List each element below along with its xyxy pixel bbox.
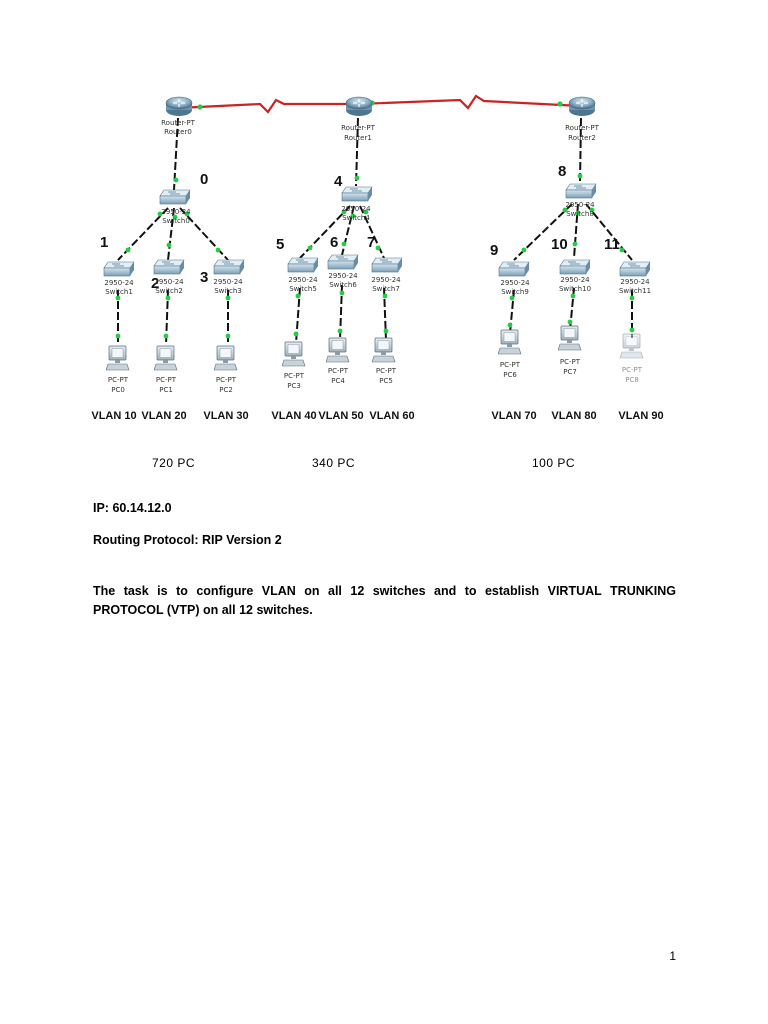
svg-text:2950-24: 2950-24 — [104, 279, 134, 287]
ip-address-line: IP: 60.14.12.0 — [93, 501, 172, 515]
pc-count-label: 340 PC — [312, 456, 356, 470]
svg-text:Router0: Router0 — [164, 128, 192, 136]
svg-text:PC-PT: PC-PT — [283, 372, 305, 380]
switch-icon — [154, 260, 184, 274]
router-icon — [166, 97, 192, 116]
core-switch-4[interactable] — [334, 173, 372, 222]
pc-icon — [326, 338, 349, 362]
svg-text:2950-24: 2950-24 — [328, 272, 358, 280]
vlan-label: VLAN 50 — [318, 410, 364, 422]
ethernet-links — [118, 118, 632, 345]
router-2[interactable] — [565, 97, 599, 142]
switch-icon — [214, 260, 244, 274]
svg-text:PC1: PC1 — [159, 386, 173, 394]
access-switch-2[interactable] — [151, 260, 184, 295]
svg-text:Router-PT: Router-PT — [341, 124, 375, 132]
pc-4[interactable] — [326, 338, 349, 385]
svg-text:2950-24: 2950-24 — [161, 208, 191, 216]
svg-text:0: 0 — [200, 171, 209, 188]
svg-text:PC7: PC7 — [563, 368, 577, 376]
svg-text:4: 4 — [334, 173, 343, 190]
svg-text:2: 2 — [151, 275, 160, 292]
core-switch-0[interactable] — [160, 171, 208, 225]
vlan-label: VLAN 70 — [491, 410, 537, 422]
svg-text:Switch11: Switch11 — [618, 287, 652, 295]
svg-text:9: 9 — [490, 242, 499, 259]
switch-icon — [499, 262, 529, 276]
switch-icon — [342, 187, 372, 201]
svg-text:PC-PT: PC-PT — [155, 376, 177, 384]
pc-icon — [558, 326, 581, 350]
switch-icon — [566, 184, 596, 198]
svg-text:Switch5: Switch5 — [289, 285, 317, 293]
svg-text:Switch1: Switch1 — [105, 288, 133, 296]
port-lights — [116, 174, 635, 339]
switch-icon — [560, 260, 590, 274]
access-switch-7[interactable] — [367, 234, 402, 293]
svg-text:PC-PT: PC-PT — [327, 367, 349, 375]
pc-5[interactable] — [372, 338, 397, 385]
pc-icon — [106, 346, 129, 370]
switch-icon — [160, 190, 190, 204]
svg-text:Router2: Router2 — [568, 134, 596, 142]
pc-icon — [154, 346, 177, 370]
svg-text:5: 5 — [276, 236, 285, 253]
svg-text:2950-24: 2950-24 — [620, 278, 650, 286]
access-switch-3[interactable] — [200, 260, 244, 295]
pc-7[interactable] — [558, 326, 581, 376]
router-icon — [569, 97, 595, 116]
svg-text:Switch8: Switch8 — [566, 210, 594, 218]
svg-text:PC2: PC2 — [219, 386, 233, 394]
vlan-label: VLAN 60 — [369, 410, 415, 422]
pc-3[interactable] — [282, 342, 305, 390]
vlan-label: VLAN 30 — [203, 410, 249, 422]
pc-1[interactable] — [154, 346, 177, 394]
svg-text:PC-PT: PC-PT — [375, 367, 397, 375]
svg-text:1: 1 — [100, 234, 109, 251]
router-icon — [346, 97, 372, 116]
page-number: 1 — [669, 949, 676, 963]
vlan-label: VLAN 90 — [618, 410, 664, 422]
switch-icon — [620, 262, 650, 276]
pc-icon — [214, 346, 237, 370]
pc-count-label: 100 PC — [532, 456, 576, 470]
svg-text:10: 10 — [551, 236, 568, 253]
pc-0[interactable] — [106, 346, 129, 394]
svg-text:Switch4: Switch4 — [342, 214, 370, 222]
svg-text:PC0: PC0 — [111, 386, 125, 394]
switch-icon — [288, 258, 318, 272]
svg-text:2950-24: 2950-24 — [565, 201, 595, 209]
svg-text:2950-24: 2950-24 — [288, 276, 318, 284]
svg-text:2950-24: 2950-24 — [500, 279, 530, 287]
svg-text:11: 11 — [604, 236, 620, 253]
svg-text:Router-PT: Router-PT — [161, 119, 195, 127]
vlan-label: VLAN 10 — [91, 410, 137, 422]
pc-8[interactable] — [620, 334, 643, 384]
router-0[interactable] — [161, 97, 195, 136]
vlan-labels — [91, 410, 663, 422]
svg-text:PC-PT: PC-PT — [215, 376, 237, 384]
svg-text:Router-PT: Router-PT — [565, 124, 599, 132]
vlan-label: VLAN 20 — [141, 410, 187, 422]
vlan-label: VLAN 40 — [271, 410, 317, 422]
access-switch-10[interactable] — [551, 236, 591, 293]
routing-protocol-line: Routing Protocol: RIP Version 2 — [93, 533, 282, 547]
pc-icon — [372, 338, 395, 362]
pc-icon — [498, 330, 521, 354]
pc-icon — [620, 334, 643, 358]
svg-text:PC5: PC5 — [379, 377, 393, 385]
svg-text:6: 6 — [330, 234, 339, 251]
pc-count-label: 720 PC — [152, 456, 196, 470]
svg-text:7: 7 — [367, 234, 376, 251]
pc-icon — [282, 342, 305, 366]
svg-text:PC4: PC4 — [331, 377, 345, 385]
serial-links — [178, 96, 581, 112]
svg-text:Switch3: Switch3 — [214, 287, 242, 295]
svg-text:PC-PT: PC-PT — [559, 358, 581, 366]
svg-text:Switch9: Switch9 — [501, 288, 529, 296]
switch-icon — [372, 258, 402, 272]
svg-text:PC-PT: PC-PT — [499, 361, 521, 369]
task-description: The task is to configure VLAN on all 12 switches and to establish VIRTUAL TRUNKING PROTOCOL (VTP) on all 12 switches. — [93, 584, 676, 617]
svg-text:PC3: PC3 — [287, 382, 301, 390]
access-switch-1[interactable] — [100, 234, 134, 296]
switch-icon — [328, 255, 358, 269]
svg-text:Switch0: Switch0 — [162, 217, 190, 225]
svg-text:Switch7: Switch7 — [372, 285, 400, 293]
svg-text:PC8: PC8 — [625, 376, 639, 384]
svg-text:PC-PT: PC-PT — [621, 366, 643, 374]
access-switch-5[interactable] — [276, 236, 318, 293]
svg-text:Switch2: Switch2 — [155, 287, 183, 295]
svg-text:2950-24: 2950-24 — [213, 278, 243, 286]
svg-text:2950-24: 2950-24 — [371, 276, 401, 284]
switch-icon — [104, 262, 134, 276]
svg-text:Router1: Router1 — [344, 134, 372, 142]
pc-2[interactable] — [214, 346, 237, 394]
svg-text:2950-24: 2950-24 — [341, 205, 371, 213]
network-topology-diagram — [0, 0, 768, 440]
svg-text:Switch10: Switch10 — [558, 285, 592, 293]
serial-link-router0-router1 — [178, 100, 358, 112]
pc-6[interactable] — [498, 330, 521, 379]
svg-text:PC-PT: PC-PT — [107, 376, 129, 384]
svg-text:2950-24: 2950-24 — [560, 276, 590, 284]
svg-text:Switch6: Switch6 — [329, 281, 357, 289]
svg-text:PC6: PC6 — [503, 371, 517, 379]
svg-text:3: 3 — [200, 269, 209, 286]
svg-text:8: 8 — [558, 163, 567, 180]
serial-link-router1-router2 — [358, 96, 581, 108]
svg-text:2950-24: 2950-24 — [154, 278, 184, 286]
access-switch-11[interactable] — [604, 236, 651, 295]
vlan-label: VLAN 80 — [551, 410, 597, 422]
